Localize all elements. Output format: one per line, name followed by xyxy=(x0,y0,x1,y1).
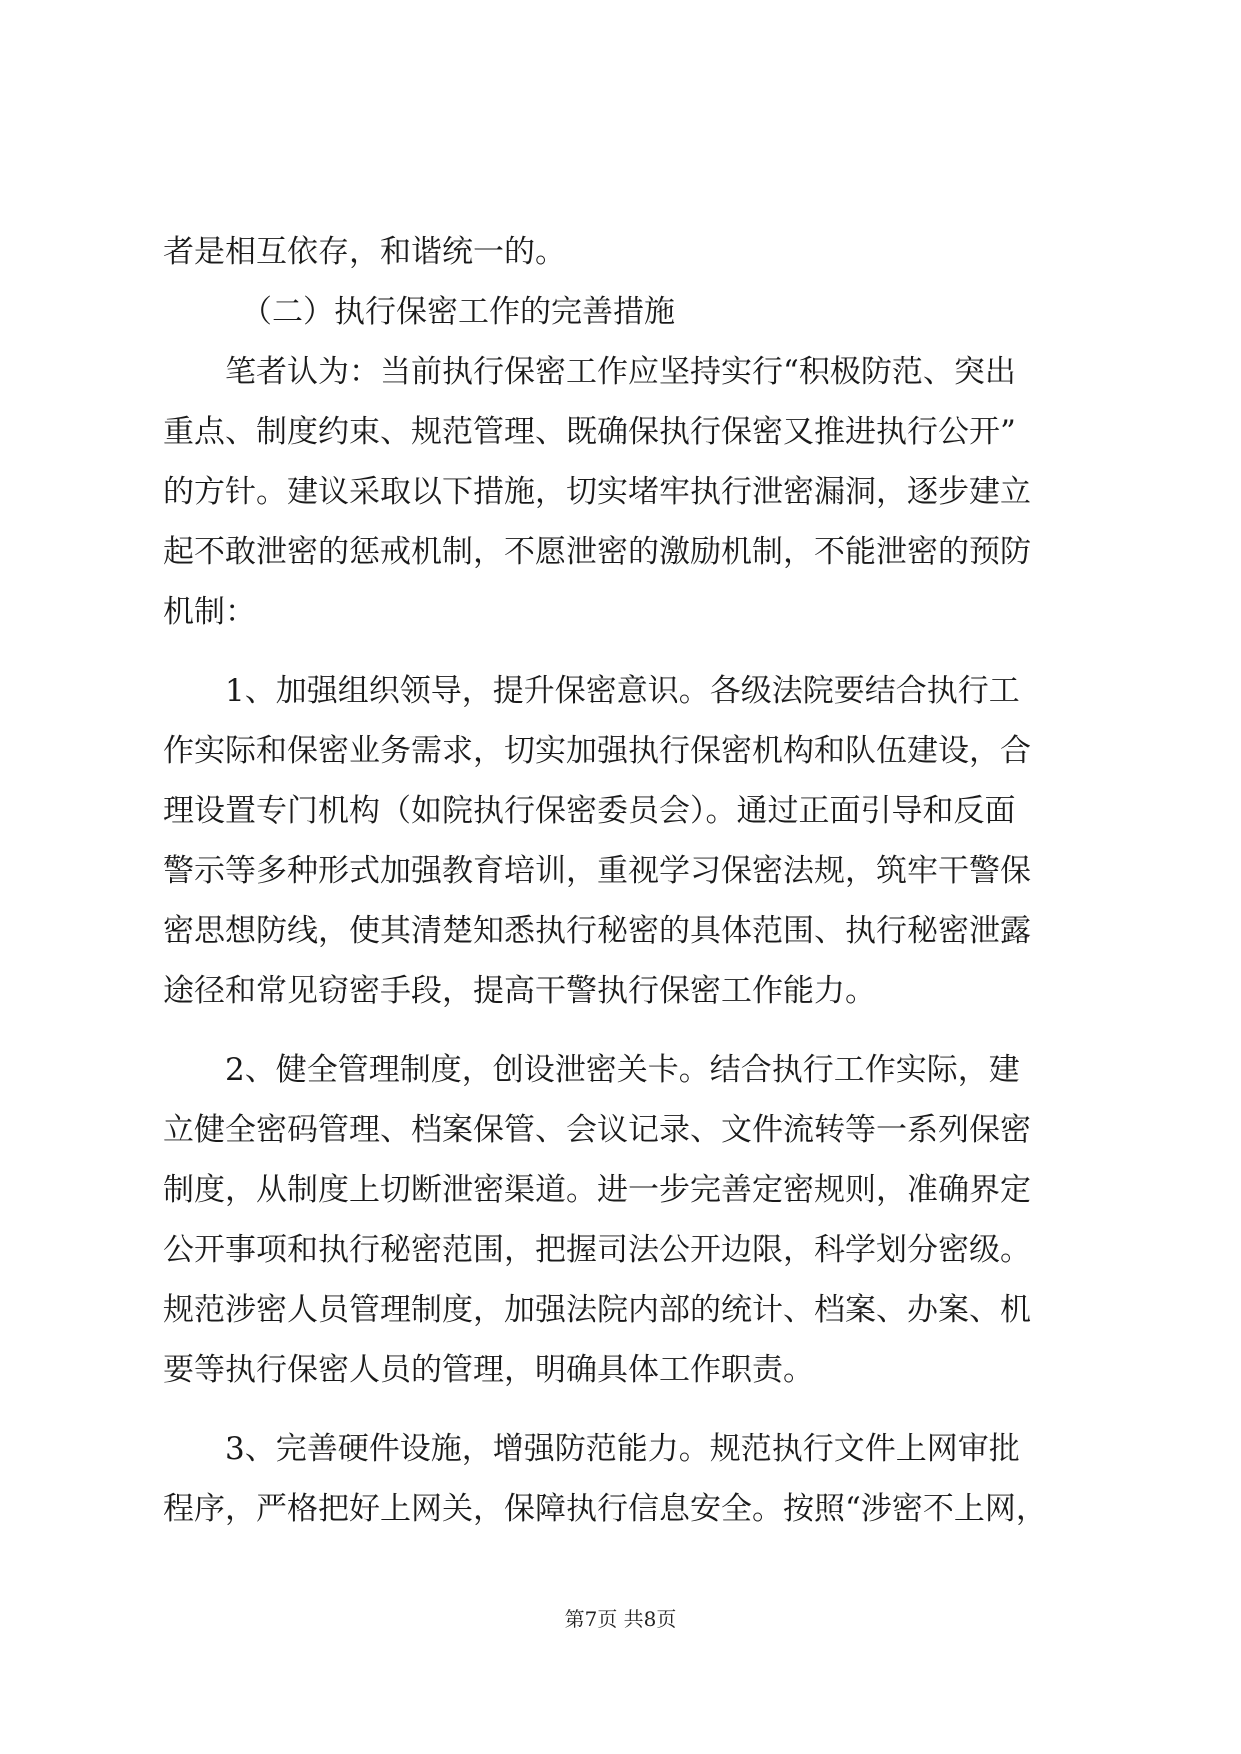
text-line: 立健全密码管理、档案保管、会议记录、文件流转等一系列保密 xyxy=(163,1112,1031,1148)
text-line: 警示等多种形式加强教育培训，重视学习保密法规，筑牢干警保 xyxy=(163,853,1031,889)
text-line: 规范涉密人员管理制度，加强法院内部的统计、档案、办案、机 xyxy=(163,1292,1031,1328)
text-line: 程序，严格把好上网关，保障执行信息安全。按照“涉密不上网， xyxy=(163,1491,1047,1527)
text-line: 笔者认为：当前执行保密工作应坚持实行“积极防范、突出 xyxy=(225,354,1016,390)
text-line: 公开事项和执行秘密范围，把握司法公开边限，科学划分密级。 xyxy=(163,1232,1031,1268)
text-line: 要等执行保密人员的管理，明确具体工作职责。 xyxy=(163,1352,814,1388)
text-line: 起不敢泄密的惩戒机制，不愿泄密的激励机制，不能泄密的预防 xyxy=(163,534,1031,570)
text-line: 密思想防线，使其清楚知悉执行秘密的具体范围、执行秘密泄露 xyxy=(163,913,1031,949)
text-line: 的方针。建议采取以下措施，切实堵牢执行泄密漏洞，逐步建立 xyxy=(163,474,1031,510)
text-line: 重点、制度约束、规范管理、既确保执行保密又推进执行公开” xyxy=(163,414,1016,450)
text-line: 制度，从制度上切断泄密渠道。进一步完善定密规则，准确界定 xyxy=(163,1172,1031,1208)
text-line: 理设置专门机构（如院执行保密委员会）。通过正面引导和反面 xyxy=(163,793,1016,829)
text-line: 1、加强组织领导，提升保密意识。各级法院要结合执行工 xyxy=(225,673,1020,709)
text-line: 者是相互依存，和谐统一的。 xyxy=(163,234,566,270)
text-line: 2、健全管理制度，创设泄密关卡。结合执行工作实际，建 xyxy=(225,1052,1020,1088)
text-line: 作实际和保密业务需求，切实加强执行保密机构和队伍建设，合 xyxy=(163,733,1031,769)
page-footer: 第7页 共8页 xyxy=(564,1607,677,1631)
text-line: 机制： xyxy=(163,594,256,630)
section-heading: （二）执行保密工作的完善措施 xyxy=(241,294,675,330)
text-line: 途径和常见窃密手段，提高干警执行保密工作能力。 xyxy=(163,973,876,1009)
document-body xyxy=(163,222,1078,1539)
text-line: 3、完善硬件设施，增强防范能力。规范执行文件上网审批 xyxy=(225,1431,1020,1467)
